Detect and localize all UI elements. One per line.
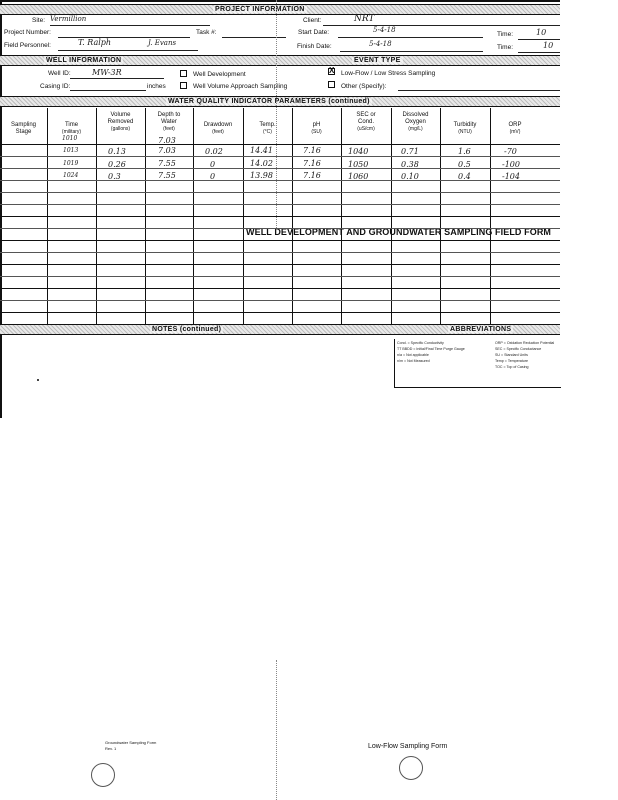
col-header-time — [47, 122, 96, 136]
table-cell[interactable]: -100 — [502, 160, 520, 169]
table-cell[interactable]: 0.4 — [458, 172, 471, 181]
col-header-title: Drawdown — [203, 122, 233, 128]
table-cell[interactable]: 0.26 — [108, 160, 126, 169]
table-cell[interactable]: 14.02 — [250, 159, 273, 168]
table-cell[interactable]: 1024 — [63, 172, 79, 179]
col-header-title: Sampling Stage — [10, 122, 36, 135]
start-time-underline — [518, 39, 560, 40]
row-line — [0, 192, 560, 193]
col-header-title: Time — [64, 122, 79, 128]
table-cell[interactable]: 1060 — [348, 172, 369, 181]
table-cell[interactable]: 7.55 — [158, 171, 176, 180]
row-line — [0, 240, 560, 241]
well-id-label: Well ID: — [48, 70, 71, 77]
field-personnel-value-2[interactable]: J. Evans — [148, 39, 177, 47]
row-line — [0, 228, 560, 229]
finish-date-label: Finish Date: — [297, 43, 332, 50]
low-flow-checkbox[interactable] — [328, 68, 335, 75]
col-header-unit: (°C) — [263, 129, 272, 135]
row-line — [0, 216, 560, 217]
table-cell[interactable]: 0.71 — [401, 147, 419, 156]
row-line — [0, 252, 560, 253]
table-cell[interactable]: 7.16 — [303, 159, 321, 168]
col-header-title: Temp. — [259, 122, 276, 128]
col-header-title: Volume Removed — [107, 112, 134, 125]
row-line — [0, 312, 560, 313]
row-line — [0, 156, 560, 157]
start-time-label: Time: — [497, 31, 514, 38]
col-header-title: ORP — [508, 122, 522, 128]
abbreviations-heading: ABBREVIATIONS — [450, 326, 512, 333]
col-header-turbidity — [440, 122, 490, 136]
site-value[interactable]: Vermillion — [50, 15, 87, 23]
notes-band — [0, 324, 560, 335]
abbreviation-entry: SEC = Specific Conductance — [495, 347, 542, 351]
col-header-unit: (feet) — [163, 126, 175, 132]
col-header-do — [391, 112, 440, 133]
col-header-unit: (SU) — [311, 129, 322, 135]
finish-date-value[interactable]: 5-4-18 — [369, 40, 392, 48]
table-cell[interactable]: 1010 — [62, 135, 78, 142]
col-header-title: SEC or Cond. — [356, 112, 376, 125]
col-header-orp — [490, 122, 540, 136]
well-info-heading: WELL INFORMATION — [46, 57, 122, 64]
finish-time-value[interactable]: 10 — [543, 41, 554, 50]
other-label: Other (Specify): — [341, 83, 387, 90]
table-cell[interactable]: 0.38 — [401, 160, 419, 169]
col-header-unit: (gallons) — [110, 126, 131, 132]
table-cell[interactable]: 1040 — [348, 147, 369, 156]
col-header-unit: (mV) — [509, 129, 521, 135]
start-time-value[interactable]: 10 — [536, 28, 547, 37]
task-label: Task #: — [196, 29, 217, 36]
col-header-unit: (military) — [61, 129, 82, 135]
client-value[interactable]: NRT — [354, 14, 375, 24]
row-line — [0, 300, 560, 301]
start-date-value[interactable]: 5-4-18 — [373, 26, 396, 34]
table-cell[interactable]: 7.55 — [158, 159, 176, 168]
start-date-underline — [338, 37, 483, 38]
wq-band — [0, 96, 560, 107]
col-header-title: Depth to Water — [157, 112, 181, 125]
table-cell[interactable]: 0 — [210, 172, 216, 181]
row-line — [0, 204, 560, 205]
site-underline — [50, 25, 210, 26]
site-label: Site: — [32, 17, 46, 24]
col-header-title: pH — [312, 122, 321, 128]
col-header-unit: (uS/cm) — [357, 126, 375, 132]
abbreviation-entry: TT BBDD = Initial/Final Time Purge Gauge — [397, 347, 465, 351]
table-cell[interactable]: 0.3 — [108, 172, 121, 181]
event-type-heading: EVENT TYPE — [354, 57, 401, 64]
col-header-cond — [341, 112, 391, 133]
scan-speck — [37, 379, 39, 381]
footer-form-name: Groundwater Sampling Form — [105, 740, 157, 745]
row-line — [0, 288, 560, 289]
table-cell[interactable]: 1019 — [63, 160, 79, 167]
project-info-band — [0, 4, 560, 15]
col-header-stage — [0, 122, 47, 136]
table-cell[interactable]: 14.41 — [250, 146, 273, 155]
row-line — [0, 264, 560, 265]
col-header-depth — [145, 112, 193, 133]
well-volume-checkbox[interactable] — [180, 82, 187, 89]
other-underline — [398, 90, 560, 91]
client-underline — [323, 25, 560, 26]
well-development-label: Well Development — [193, 71, 246, 78]
table-cell[interactable]: 7.03 — [158, 146, 176, 155]
col-header-volume — [96, 112, 145, 133]
field-personnel-label: Field Personnel: — [4, 42, 51, 49]
col-header-unit: (mg/L) — [408, 126, 423, 132]
col-header-unit: (NTU) — [458, 129, 472, 135]
table-cell[interactable]: 7.16 — [303, 171, 321, 180]
start-date-label: Start Date: — [298, 29, 330, 36]
punch-hole — [399, 756, 423, 780]
table-cell[interactable]: 0.10 — [401, 172, 419, 181]
table-cell[interactable]: 1.6 — [458, 147, 471, 156]
col-header-drawdown — [193, 122, 243, 136]
table-cell[interactable]: 0.5 — [458, 160, 471, 169]
finish-time-underline — [518, 52, 560, 53]
table-cell[interactable]: -70 — [504, 147, 517, 156]
casing-id-underline — [70, 90, 146, 91]
other-checkbox[interactable] — [328, 81, 335, 88]
table-cell[interactable]: 0.02 — [205, 147, 223, 156]
field-personnel-value-1[interactable]: T. Ralph — [78, 38, 112, 47]
abbreviation-entry: Temp = Temperature — [495, 359, 528, 363]
notes-heading: NOTES (continued) — [152, 326, 222, 333]
well-event-band — [0, 55, 560, 66]
abbreviation-entry: SU = Standard Units — [495, 353, 528, 357]
abbreviation-entry: Cond. = Specific Conductivity — [397, 341, 444, 345]
wq-heading: WATER QUALITY INDICATOR PARAMETERS (continued) — [168, 98, 370, 105]
well-id-underline — [70, 78, 164, 79]
project-number-label: Project Number: — [4, 29, 51, 36]
footer-center-label: Low-Flow Sampling Form — [368, 743, 448, 750]
field-form — [0, 0, 560, 418]
row-line — [0, 276, 560, 277]
table-cell[interactable]: 7.16 — [303, 146, 321, 155]
well-development-checkbox[interactable] — [180, 70, 187, 77]
table-cell[interactable]: 7.03 — [158, 136, 176, 145]
client-label: Client: — [303, 17, 322, 24]
abbreviation-entry: n/a = Not applicable — [397, 353, 429, 357]
abbreviation-entry: n/m = Not Measured — [397, 359, 430, 363]
table-cell[interactable]: 0 — [210, 160, 216, 169]
table-cell[interactable]: 13.98 — [250, 171, 273, 180]
table-cell[interactable]: 0.13 — [108, 147, 126, 156]
row-line — [0, 180, 560, 181]
fold-line — [276, 660, 277, 800]
casing-id-label: Casing ID: — [40, 83, 71, 90]
well-id-value[interactable]: MW-3R — [92, 68, 122, 77]
field-personnel-underline — [58, 50, 198, 51]
footer-rev: Rev. 1 — [105, 746, 117, 751]
abbreviations-box — [394, 339, 560, 388]
col-header-title: Dissolved Oxygen — [402, 112, 429, 125]
project-info-heading: PROJECT INFORMATION — [215, 6, 305, 13]
table-cell[interactable]: 1050 — [348, 160, 369, 169]
finish-date-underline — [340, 51, 483, 52]
notes-area[interactable] — [0, 339, 394, 418]
col-header-ph — [292, 122, 341, 136]
fold-line — [276, 0, 277, 230]
abbreviation-entry: ORP = Oxidation Reduction Potential — [495, 341, 555, 345]
row-line — [0, 144, 560, 145]
table-cell[interactable]: 1013 — [63, 147, 79, 154]
table-cell[interactable]: -104 — [502, 172, 520, 181]
row-line — [0, 168, 560, 169]
col-header-unit: (feet) — [212, 129, 224, 135]
form-title: WELL DEVELOPMENT AND GROUNDWATER SAMPLING FIELD FORM — [246, 227, 552, 237]
col-header-temp — [243, 122, 292, 136]
col-header-title: Turbidity — [453, 122, 477, 128]
well-volume-label: Well Volume Approach Sampling — [193, 83, 288, 90]
abbreviation-entry: TOC = Top of Casing — [495, 365, 529, 369]
punch-hole — [91, 763, 115, 787]
finish-time-label: Time: — [497, 44, 514, 51]
low-flow-label: Low-Flow / Low Stress Sampling — [341, 70, 436, 77]
casing-units: inches — [147, 83, 166, 90]
